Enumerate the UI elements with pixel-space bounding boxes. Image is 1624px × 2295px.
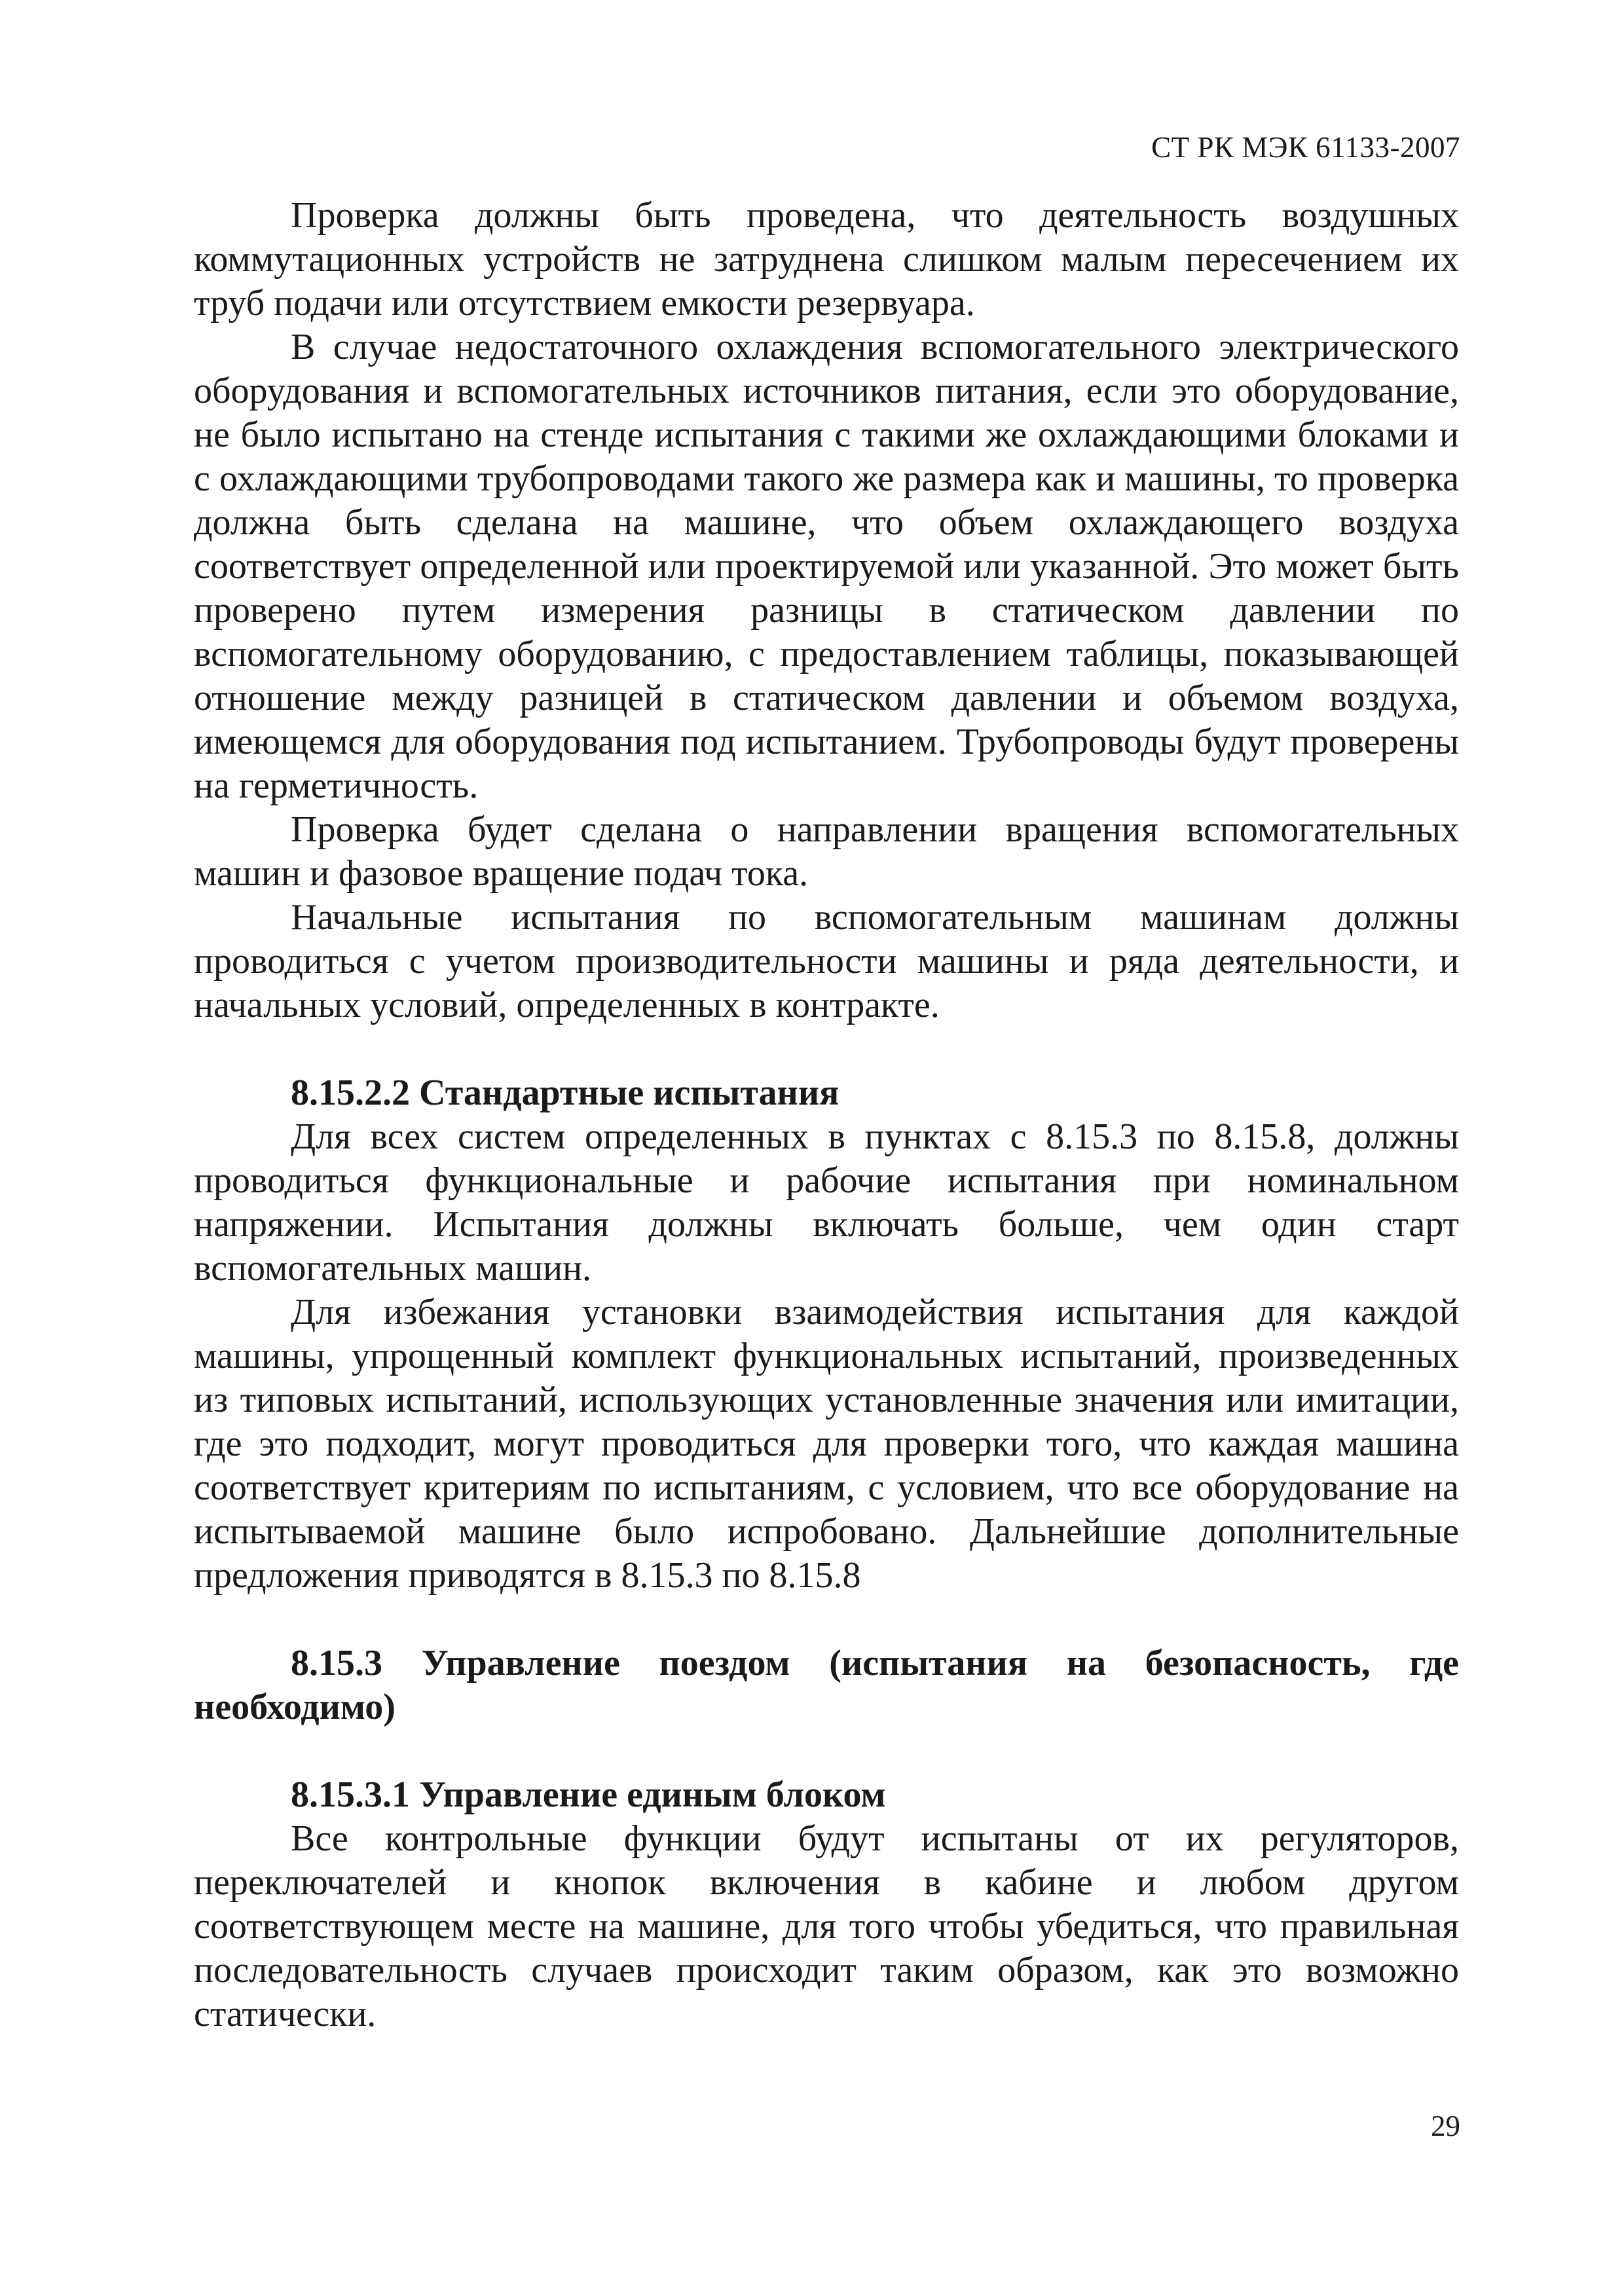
section-heading: 8.15.3 Управление поездом (испытания на безопасность, где необходимо): [194, 1643, 1459, 1727]
spacer: [194, 1729, 1459, 1773]
section-heading: 8.15.3.1 Управление единым блоком: [291, 1774, 886, 1815]
paragraph: В случае недостаточного охлаждения вспомогательного электрического оборудования и вспомогательных источников питания, если это оборудование, не было испытано на стенде испытания с такими же охлаждающими блоками и с охлаждающими трубопроводами такого же размера как и машины, то проверка должна быть сделана на машине, что объем охлаждающего воздуха соответствует определенной или проектируемой или указанной. Это может быть проверено путем измерения разницы в статическом давлении по вспомогательному оборудованию, с предоставлением таблицы, показывающей отношение между разницей в статическом давлении и объемом воздуха, имеющемся для оборудования под испытанием. Трубопроводы будут проверены на герметичность.: [194, 327, 1459, 806]
paragraph: Проверка будет сделана о направлении вращения вспомогательных машин и фазовое вращение подач тока.: [194, 809, 1459, 894]
spacer: [194, 1598, 1459, 1642]
page-body: [194, 194, 1459, 2036]
page-number: 29: [1431, 2110, 1460, 2142]
document-code-header: СТ РК МЭК 61133-2007: [1151, 131, 1460, 164]
paragraph: Проверка должны быть проведена, что деятельность воздушных коммутационных устройств не затруднена слишком малым пересечением их труб подачи или отсутствием емкости резервуара.: [194, 195, 1459, 323]
paragraph: Для всех систем определенных в пунктах с 8.15.3 по 8.15.8, должны проводиться функциональные и рабочие испытания при номинальном напряжении. Испытания должны включать больше, чем один старт вспомогательных машин.: [194, 1116, 1459, 1289]
paragraph: Начальные испытания по вспомогательным машинам должны проводиться с учетом производительности машины и ряда деятельности, и начальных условий, определенных в контракте.: [194, 897, 1459, 1025]
paragraph: Все контрольные функции будут испытаны от их регуляторов, переключателей и кнопок включения в кабине и любом другом соответствующем месте на машине, для того чтобы убедиться, что правильная последовательность случаев происходит таким образом, как это возможно статически.: [194, 1818, 1459, 2034]
paragraph: Для избежания установки взаимодействия испытания для каждой машины, упрощенный комплект функциональных испытаний, произведенных из типовых испытаний, использующих установленные значения или имитации, где это подходит, могут проводиться для проверки того, что каждая машина соответствует критериям по испытаниям, с условием, что все оборудование на испытываемой машине было испробовано. Дальнейшие дополнительные предложения приводятся в 8.15.3 по 8.15.8: [194, 1292, 1459, 1596]
section-heading: 8.15.2.2 Стандартные испытания: [291, 1073, 840, 1113]
spacer: [194, 1027, 1459, 1071]
